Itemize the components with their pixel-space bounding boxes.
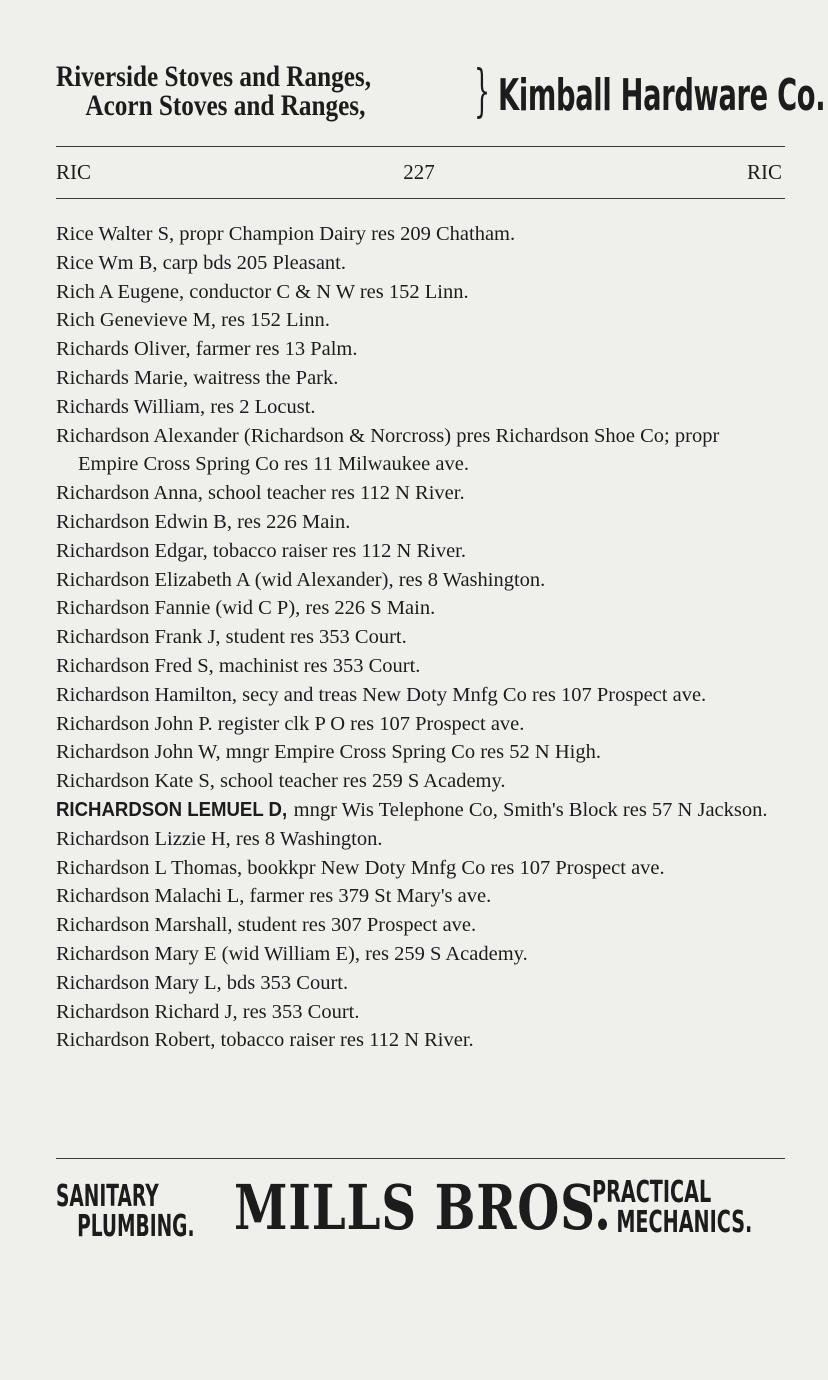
top-advertisement (56, 59, 826, 132)
entry-text: Richardson Mary E (wid William E), res 259 S Academy. (56, 942, 528, 965)
directory-entry (56, 710, 782, 739)
entry-text: Rice Wm B, carp bds 205 Pleasant. (56, 251, 346, 274)
directory-entry (56, 767, 782, 796)
plumbing-line: PLUMBING. (77, 1209, 195, 1244)
directory-entry (56, 911, 782, 940)
entry-text: Richardson Lizzie H, res 8 Washington. (56, 827, 383, 850)
entry-text: Richardson L Thomas, bookkpr New Doty Mnfg Co res 107 Prospect ave. (56, 856, 665, 879)
entry-text: Richardson Fred S, machinist res 353 Court. (56, 654, 421, 677)
directory-entry (56, 249, 782, 278)
entry-text: Richardson Anna, school teacher res 112 N River. (56, 482, 465, 505)
entry-text: Richardson Alexander (Richardson & Norcross) pres Richardson Shoe Co; propr Empire Cross Spring Co res 11 Milwaukee ave. (56, 424, 720, 476)
directory-entry (56, 940, 782, 969)
entry-text: Richardson Malachi L, farmer res 379 St Mary's ave. (56, 885, 492, 908)
bottom-advertisement (56, 1171, 785, 1256)
entry-text: Richardson Hamilton, secy and treas New Doty Mnfg Co res 107 Prospect ave. (56, 683, 707, 706)
directory-entry (56, 537, 782, 566)
directory-entry (56, 825, 782, 854)
stoves-ad-line-2: Acorn Stoves and Ranges, (85, 89, 366, 122)
directory-entry (56, 566, 782, 595)
stoves-ad-text (56, 62, 371, 120)
directory-entry (56, 393, 782, 422)
directory-entry (56, 652, 782, 681)
entry-bold-name: RICHARDSON LEMUEL D, (56, 798, 288, 821)
directory-entry (56, 796, 782, 825)
top-rule (56, 146, 785, 147)
directory-entry (56, 508, 782, 537)
practical-mechanics-text (592, 1175, 753, 1240)
entry-text: Richardson Marshall, student res 307 Prospect ave. (56, 914, 477, 937)
entry-text: Richardson Fannie (wid C P), res 226 S Main. (56, 597, 436, 620)
entry-text: mngr Wis Telephone Co, Smith's Block res 57 N Jackson. (288, 798, 768, 821)
page-number: 227 (403, 160, 435, 184)
entry-text: Richardson Richard J, res 353 Court. (56, 1000, 360, 1023)
entry-text: Rich Genevieve M, res 152 Linn. (56, 309, 330, 332)
entry-text: Richardson Edgar, tobacco raiser res 112 N River. (56, 539, 466, 562)
brace-glyph: } (474, 59, 491, 124)
directory-entry (56, 738, 782, 767)
entry-text: Rice Walter S, propr Champion Dairy res 209 Chatham. (56, 223, 516, 245)
entry-text: Richards Oliver, farmer res 13 Palm. (56, 338, 358, 361)
directory-entry (56, 278, 782, 307)
directory-entry (56, 1026, 782, 1055)
sanitary-plumbing-text (56, 1179, 195, 1244)
directory-entry (56, 306, 782, 335)
directory-entry (56, 854, 782, 883)
directory-entry (56, 479, 782, 508)
entry-text: Richardson Edwin B, res 226 Main. (56, 510, 351, 533)
header-rule (56, 198, 785, 199)
practical-line: PRACTICAL (592, 1175, 712, 1210)
header-right-guide: RIC (746, 160, 782, 184)
directory-entry (56, 335, 782, 364)
entry-text: Richardson John W, mngr Empire Cross Spring Co res 52 N High. (56, 741, 601, 764)
directory-entries (56, 220, 782, 1055)
entry-text: Richards Marie, waitress the Park. (56, 366, 339, 389)
entry-text: Richardson Kate S, school teacher res 259 S Academy. (56, 770, 506, 793)
directory-entry (56, 220, 782, 249)
directory-entry (56, 594, 782, 623)
entry-text: Richardson Frank J, student res 353 Court. (56, 626, 407, 649)
entry-text: Richards William, res 2 Locust. (56, 395, 316, 418)
bottom-rule (56, 1158, 785, 1159)
sanitary-line: SANITARY (56, 1179, 159, 1214)
mechanics-line: MECHANICS. (616, 1205, 753, 1240)
kimball-hardware-name: Kimball Hardware Co. (498, 70, 826, 121)
directory-entry (56, 422, 782, 480)
running-header (56, 158, 782, 186)
directory-entry (56, 623, 782, 652)
directory-entry (56, 969, 782, 998)
header-left-guide: RIC (56, 160, 92, 184)
entry-text: Richardson Robert, tobacco raiser res 112 N River. (56, 1029, 474, 1052)
directory-entry (56, 364, 782, 393)
entry-text: Rich A Eugene, conductor C & N W res 152 Linn. (56, 280, 469, 303)
stoves-ad-line-1: Riverside Stoves and Ranges, (56, 60, 372, 93)
directory-entry (56, 882, 782, 911)
entry-text: Richardson Elizabeth A (wid Alexander), res 8 Washington. (56, 568, 546, 591)
directory-entry (56, 681, 782, 710)
entry-text: Richardson Mary L, bds 353 Court. (56, 971, 349, 994)
directory-entry (56, 998, 782, 1027)
entry-text: Richardson John P. register clk P O res 107 Prospect ave. (56, 712, 525, 735)
mills-bros-name: MILLS BROS. (234, 1171, 612, 1244)
